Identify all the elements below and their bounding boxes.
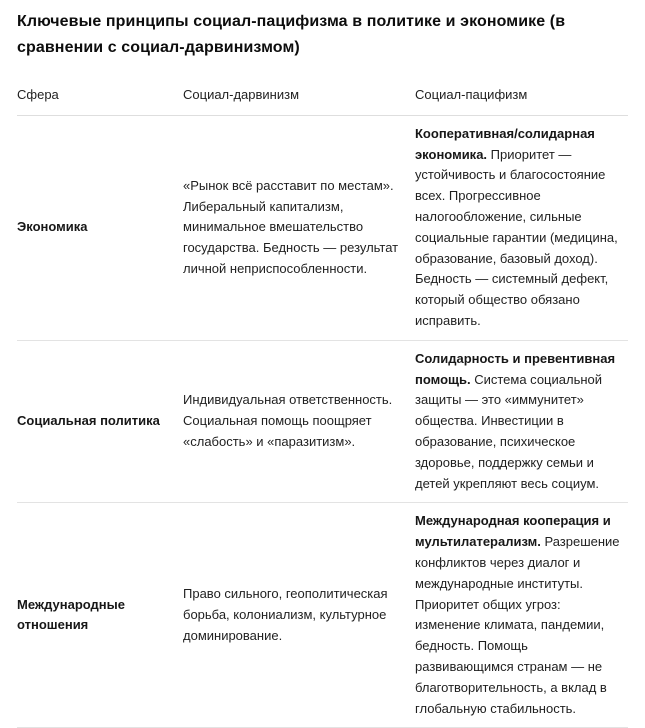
table-header — [17, 85, 628, 115]
col-header-pacifism: Социал-пацифизм — [415, 85, 628, 115]
page-title: Ключевые принципы социал-пацифизма в политике и экономике (в сравнении с социал-дарвинизмом) — [17, 13, 566, 56]
comparison-table — [17, 85, 628, 728]
table-row-economy — [17, 115, 628, 340]
pacifism-lead-social-policy: Солидарность и превентивная помощь. — [415, 350, 616, 387]
darwinism-cell-social-policy: Индивидуальная ответственность. Социальная помощь поощряет «слабость» и «паразитизм». — [183, 340, 415, 503]
col-header-sphere: Сфера — [17, 85, 183, 115]
header-row — [17, 85, 628, 115]
darwinism-cell-economy: «Рынок всё расставит по местам». Либеральный капитализм, минимальное вмешательство государства. Бедность — результат личной неприспособленности. — [183, 115, 415, 340]
darwinism-cell-international: Право сильного, геополитическая борьба, колониализм, культурное доминирование. — [183, 503, 415, 728]
pacifism-cell-social-policy — [415, 340, 628, 503]
table-row-international — [17, 503, 628, 728]
row-label-international: Международные отношения — [17, 503, 183, 728]
table-body — [17, 115, 628, 728]
pacifism-text-international: Разрешение конфликтов через диалог и международные институты. Приоритет общих угроз: изменение климата, пандемии, бедность. Помощь развивающимся странам — не благотворительность, а вклад в глобальную стабильность. — [415, 534, 620, 716]
pacifism-cell-international — [415, 503, 628, 728]
table-row-social-policy — [17, 340, 628, 503]
pacifism-text-economy: Приоритет — устойчивость и благосостояние всех. Прогрессивное налогообложение, сильные социальные гарантии (медицина, образование, базовый доход). Бедность — системный дефект, который общество обязано исправить. — [415, 146, 618, 328]
pacifism-lead-international: Международная кооперация и мультилатерализм. — [415, 513, 611, 550]
pacifism-text-social-policy: Система социальной защиты — это «иммунитет» общества. Инвестиции в образование, психическое здоровье, поддержку семьи и детей укрепляют весь социум. — [415, 371, 603, 491]
pacifism-lead-economy: Кооперативная/солидарная экономика. — [415, 125, 595, 162]
row-label-social-policy: Социальная политика — [17, 340, 183, 503]
row-label-economy: Экономика — [17, 115, 183, 340]
pacifism-cell-economy — [415, 115, 628, 340]
col-header-darwinism: Социал-дарвинизм — [183, 85, 415, 115]
